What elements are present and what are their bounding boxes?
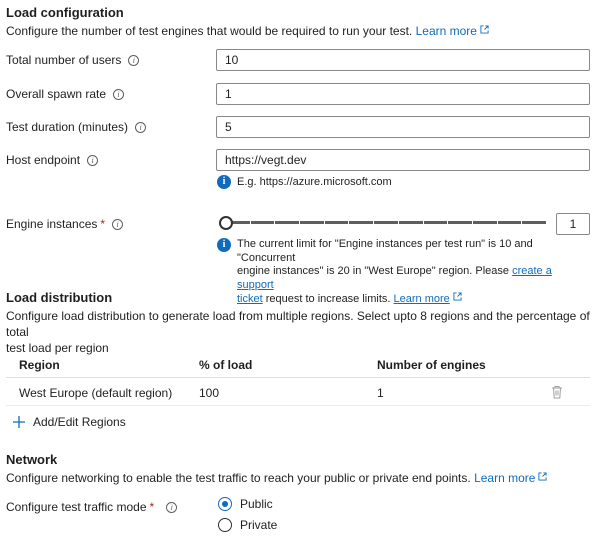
slider-tick <box>324 221 325 224</box>
slider-ticks <box>225 216 546 230</box>
traffic-mode-label: Configure test traffic mode * i <box>6 500 177 514</box>
host-endpoint-input[interactable] <box>216 149 590 171</box>
engine-limit-message: The current limit for "Engine instances per test run" is 10 and "Concurrent engine instances" is 20 in "West Europe" region. Please create a support ticket request to increase limits. Learn more <box>237 238 552 305</box>
required-marker: * <box>100 217 106 231</box>
info-icon[interactable]: i <box>166 502 177 513</box>
column-header-engines: Number of engines <box>377 358 486 372</box>
network-description: Configure networking to enable the test traffic to reach your public or private end points. Learn more <box>6 470 547 486</box>
users-input[interactable] <box>216 49 590 71</box>
external-link-icon <box>538 472 547 481</box>
slider-tick <box>299 221 300 224</box>
info-icon[interactable]: i <box>128 55 139 66</box>
slider-tick <box>348 221 349 224</box>
slider-tick <box>472 221 473 224</box>
load-config-title: Load configuration <box>6 5 124 20</box>
load-distribution-description: Configure load distribution to generate load from multiple regions. Select upto 8 regions and the percentage of total test load per region <box>6 309 590 355</box>
load-distribution-title: Load distribution <box>6 290 113 305</box>
column-header-region: Region <box>19 358 60 372</box>
plus-icon <box>12 415 26 429</box>
row-region: West Europe (default region) <box>19 386 173 400</box>
network-learn-more-link[interactable]: Learn more <box>474 471 536 485</box>
table-divider <box>6 405 590 406</box>
engine-instances-label: Engine instances * i <box>6 217 123 231</box>
slider-tick <box>373 221 374 224</box>
radio-public-label: Public <box>240 497 273 511</box>
slider-tick <box>497 221 498 224</box>
slider-tick <box>274 221 275 224</box>
network-title: Network <box>6 452 58 467</box>
duration-input[interactable] <box>216 116 590 138</box>
slider-tick <box>250 221 251 224</box>
radio-public[interactable] <box>218 497 232 511</box>
duration-label: Test duration (minutes) i <box>6 120 146 134</box>
engine-instances-slider[interactable] <box>219 216 546 230</box>
slider-tick <box>447 221 448 224</box>
create-support-ticket-link-cont[interactable]: ticket <box>237 293 263 305</box>
host-endpoint-hint: E.g. https://azure.microsoft.com <box>237 176 392 188</box>
table-row[interactable] <box>6 378 590 406</box>
users-label: Total number of users i <box>6 53 139 67</box>
engine-learn-more-link[interactable]: Learn more <box>393 293 450 305</box>
load-config-learn-more-link[interactable]: Learn more <box>415 24 477 38</box>
regions-table <box>6 350 590 406</box>
slider-thumb[interactable] <box>219 216 233 230</box>
spawn-rate-label: Overall spawn rate i <box>6 87 124 101</box>
slider-tick <box>521 221 522 224</box>
add-edit-regions-label: Add/Edit Regions <box>33 415 126 429</box>
external-link-icon <box>453 292 462 301</box>
info-icon[interactable]: i <box>135 122 146 133</box>
info-icon: i <box>217 175 231 189</box>
required-marker: * <box>149 500 155 514</box>
info-icon[interactable]: i <box>113 89 124 100</box>
spawn-rate-input[interactable] <box>216 83 590 105</box>
radio-private[interactable] <box>218 518 232 532</box>
external-link-icon <box>480 25 489 34</box>
info-icon[interactable]: i <box>87 155 98 166</box>
row-engines: 1 <box>377 386 384 400</box>
info-icon: i <box>217 238 231 252</box>
column-header-load: % of load <box>199 358 253 372</box>
load-config-description: Configure the number of test engines that would be required to run your test. Learn more <box>6 23 489 39</box>
trash-icon[interactable] <box>551 385 563 399</box>
slider-tick <box>423 221 424 224</box>
host-endpoint-label: Host endpoint i <box>6 153 98 167</box>
info-icon[interactable]: i <box>112 219 123 230</box>
create-support-ticket-link[interactable]: create a support <box>237 265 552 291</box>
engine-instances-input[interactable] <box>556 213 590 235</box>
row-load: 100 <box>199 386 220 400</box>
radio-private-label: Private <box>240 518 278 532</box>
slider-tick <box>398 221 399 224</box>
